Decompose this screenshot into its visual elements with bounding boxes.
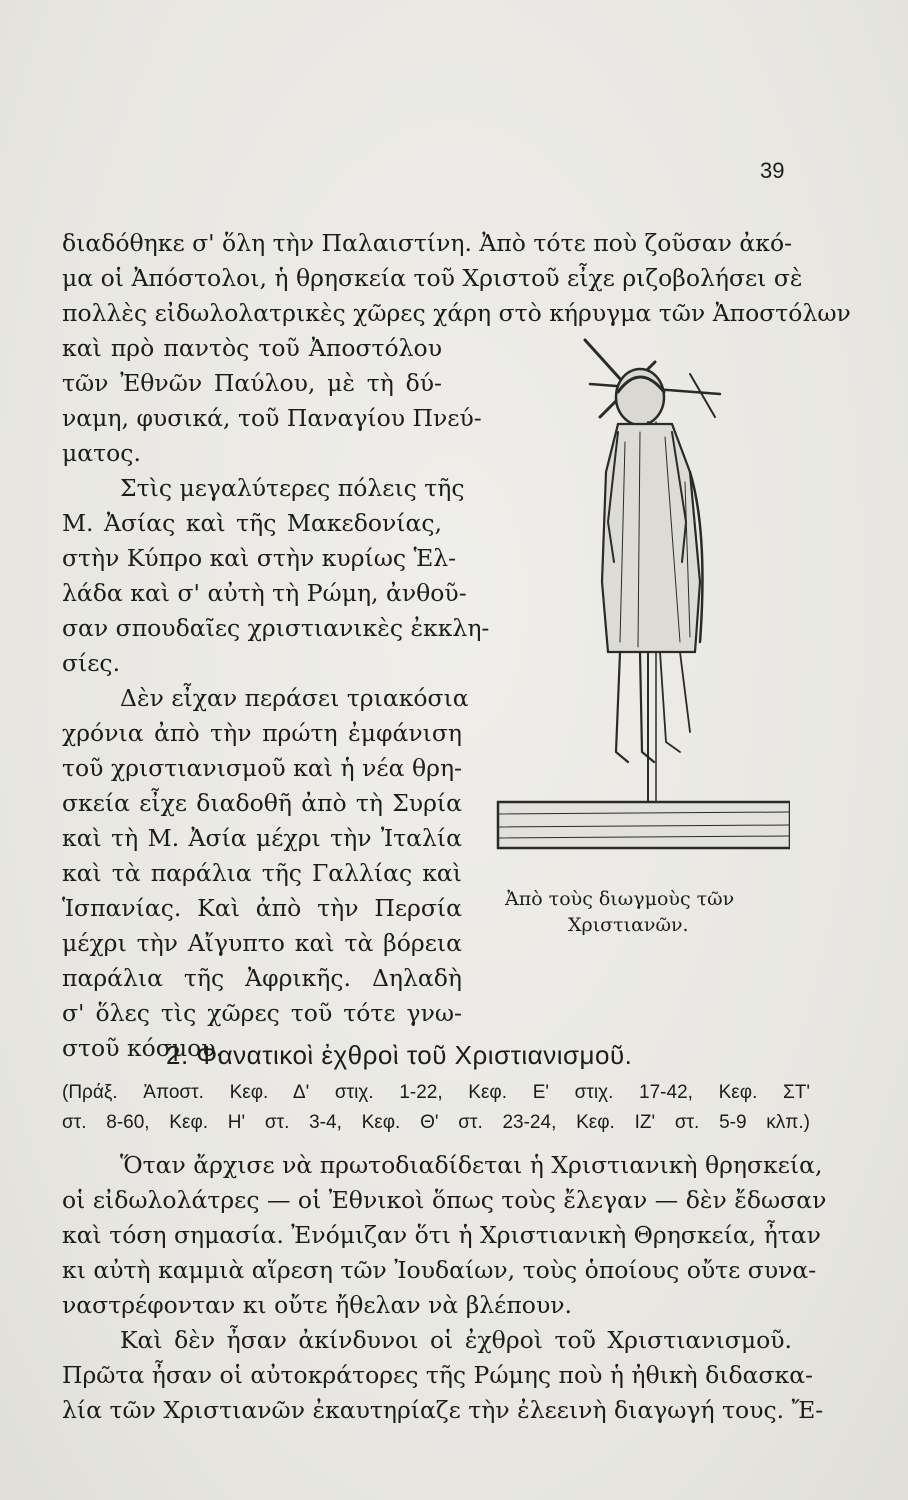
illustration-caption: Ἀπὸ τοὺς διωγμοὺς τῶν: [505, 888, 735, 910]
column-line: σκεία εἶχε διαδοθῆ ἀπὸ τὴ Συρία: [62, 789, 462, 817]
column-line: σ' ὅλες τὶς χῶρες τοῦ τότε γνω-: [62, 999, 462, 1027]
column-line: καὶ πρὸ παντὸς τοῦ Ἀποστόλου: [62, 334, 442, 362]
text-line: μα οἱ Ἀπόστολοι, ἡ θρησκεία τοῦ Χριστοῦ εἶχε ριζοβολήσει σὲ: [62, 264, 803, 292]
column-line: Δὲν εἶχαν περάσει τριακόσια: [120, 684, 469, 712]
body-line: Καὶ δὲν ἦσαν ἀκίνδυνοι οἱ ἐχθροὶ τοῦ Χριστιανισμοῦ.: [120, 1326, 792, 1354]
body-line: Ὅταν ἄρχισε νὰ πρωτοδιαδίδεται ἡ Χριστιανικὴ θρησκεία,: [120, 1151, 823, 1179]
crossbar-line: [690, 374, 715, 417]
column-line: μέχρι τὴν Αἴγυπτο καὶ τὰ βόρεια: [62, 929, 462, 957]
body-line: κι αὐτὴ καμμιὰ αἵρεση τῶν Ἰουδαίων, τοὺς ὁποίους οὔτε συνα-: [62, 1256, 817, 1284]
column-line: Στὶς μεγαλύτερες πόλεις τῆς: [120, 474, 465, 502]
column-line: στοῦ κόσμου.: [62, 1034, 224, 1062]
text-line: διαδόθηκε σ' ὅλη τὴν Παλαιστίνη. Ἀπὸ τότε ποὺ ζοῦσαν ἀκό-: [62, 229, 793, 257]
body-line: ναστρέφονταν κι οὔτε ἤθελαν νὰ βλέπουν.: [62, 1291, 572, 1319]
page-number: 39: [760, 158, 785, 183]
column-line: λάδα καὶ σ' αὐτὴ τὴ Ρώμη, ἀνθοῦ-: [62, 579, 467, 607]
body-line: λία τῶν Χριστιανῶν ἐκαυτηρίαζε τὴν ἐλεεινὴ διαγωγή τους. Ἔ-: [62, 1396, 824, 1424]
column-line: σαν σπουδαῖες χριστιανικὲς ἐκκλη-: [62, 614, 490, 642]
column-line: καὶ τὴ Μ. Ἀσία μέχρι τὴν Ἰταλία: [62, 824, 462, 852]
reference-line: (Πράξ. Ἀποστ. Κεφ. Δ' στιχ. 1-22, Κεφ. Ε' στιχ. 17-42, Κεφ. ΣΤ': [62, 1082, 810, 1103]
column-line: καὶ τὰ παράλια τῆς Γαλλίας καὶ: [62, 859, 462, 887]
column-line: Μ. Ἀσίας καὶ τῆς Μακεδονίας,: [62, 509, 442, 537]
column-line: Ἱσπανίας. Καὶ ἀπὸ τὴν Περσία: [62, 894, 462, 922]
column-line: ναμη, φυσικά, τοῦ Παναγίου Πνεύ-: [62, 404, 482, 432]
reference-line: στ. 8-60, Κεφ. Η' στ. 3-4, Κεφ. Θ' στ. 23-24, Κεφ. ΙΖ' στ. 5-9 κλπ.): [62, 1112, 810, 1133]
column-line: χρόνια ἀπὸ τὴν πρώτη ἐμφάνιση: [62, 719, 462, 747]
illustration-caption: Χριστιανῶν.: [568, 914, 689, 936]
column-line: σίες.: [62, 649, 121, 677]
column-line: στὴν Κύπρο καὶ στὴν κυρίως Ἑλ-: [62, 544, 457, 572]
martyr-illustration: [490, 322, 790, 882]
legs-line: [660, 652, 690, 752]
body-line: οἱ εἰδωλολάτρες — οἱ Ἐθνικοὶ ὅπως τοὺς ἔλεγαν — δὲν ἔδωσαν: [62, 1186, 827, 1214]
column-line: ματος.: [62, 439, 141, 467]
column-line: παράλια τῆς Ἀφρικῆς. Δηλαδὴ: [62, 964, 462, 992]
column-line: τοῦ χριστιανισμοῦ καὶ ἡ νέα θρη-: [62, 754, 462, 782]
text-line: πολλὲς εἰδωλολατρικὲς χῶρες χάρη στὸ κήρυγμα τῶν Ἀποστόλων: [62, 299, 851, 327]
body-line: καὶ τόση σημασία. Ἐνόμιζαν ὅτι ἡ Χριστιανικὴ Θρησκεία, ἦταν: [62, 1221, 821, 1249]
column-line: τῶν Ἐθνῶν Παύλου, μὲ τὴ δύ-: [62, 369, 442, 397]
body-line: Πρῶτα ἦσαν οἱ αὐτοκράτορες τῆς Ρώμης ποὺ ἡ ἠθικὴ διδασκα-: [62, 1361, 814, 1389]
section-heading: 2. Φανατικοὶ ἐχθροὶ τοῦ Χριστιανισμοῦ.: [166, 1040, 633, 1070]
